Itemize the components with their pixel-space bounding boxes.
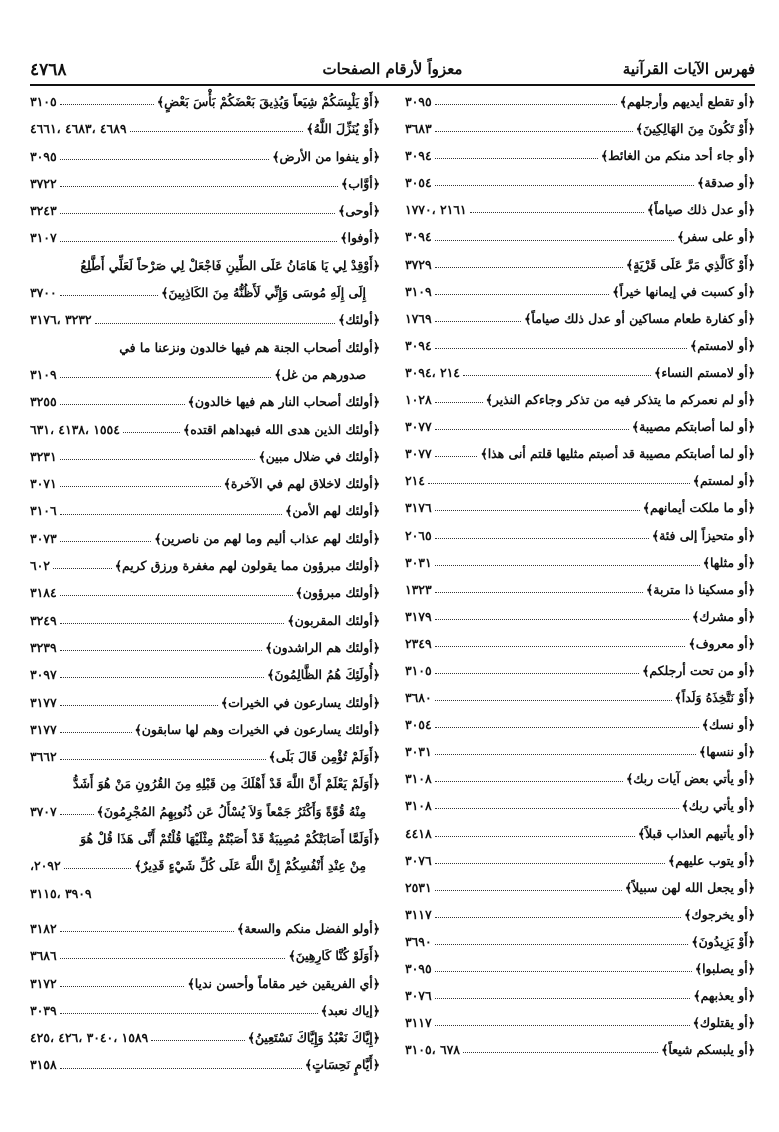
page-refs: ٣١٥٨ [30,1057,57,1073]
index-entry [30,970,380,997]
verse-text: ﴿أو على سفر﴾ [677,229,755,245]
index-entry [30,798,380,825]
index-entry [30,143,380,170]
dot-leader [463,375,651,376]
index-entry [30,306,380,333]
verse-text: ﴿أو لما أصابتكم مصيبة قد أصبتم مثليها قلتم أنى هذا﴾ [480,446,755,462]
verse-text: ﴿أولئك مبرؤون﴾ [295,585,380,601]
index-entry [30,770,380,797]
index-entry [405,603,755,630]
page-refs: ٣١٧٧ [30,694,57,710]
dot-leader [60,159,270,160]
verse-text: ﴿إياك نعبد﴾ [320,1002,380,1018]
verse-text: ﴿أولئك هم الراشدون﴾ [265,639,380,655]
page-refs: ٣٢٤٣ [30,203,57,219]
dot-leader [435,158,598,159]
index-entry [405,494,755,521]
page-refs: ١٠٢٨ [405,392,432,408]
page-refs: ٣٠٣١ [405,744,432,760]
header-rule [30,84,755,86]
dot-leader [60,186,338,187]
verse-text: مِنْهُ قُوَّةً وَأَكْثَرُ جَمْعاً وَلاَ يُسْأَلُ عَن ذُنُوبِهِمُ المُجْرِمُونَ﴾ [96,803,366,819]
page-refs: ٢١٦١ ،١٧٧٠ [405,202,467,218]
page-refs: ٣٠٥٤ [405,175,432,191]
page-refs: ٣٠٩٤ [405,229,432,245]
page-refs: ٣١٧٢ [30,975,57,991]
dot-leader [60,486,221,487]
verse-text: ﴿أُولَئِكَ هُمُ الظَّالِمُونَ﴾ [267,667,380,683]
index-entry [30,252,380,279]
page-refs: ٣٢٣١ [30,448,57,464]
page-refs: ٣٩٠٩ ،٣١١٥ [30,885,92,901]
page-refs: ٣٠٩٤ [405,148,432,164]
verse-text: ﴿أو يجعل الله لهن سبيلاً﴾ [624,879,755,895]
verse-text: ﴿أو مثلها﴾ [702,554,755,570]
page-refs: ٣٠٩٥ [30,148,57,164]
dot-leader [151,1040,245,1041]
dot-leader [428,483,690,484]
verse-text: ﴿أو يأتيهم العذاب قبلاً﴾ [637,825,755,841]
verse-text: ﴿أوحى﴾ [338,203,380,219]
verse-text: ﴿أو مسكينا ذا متربة﴾ [646,581,755,597]
page-refs: ٣١٨٢ [30,920,57,936]
page-refs: ٣١٠٩ [405,283,432,299]
verse-text: ﴿أولئك يسارعون في الخيرات﴾ [220,694,380,710]
index-entry [405,169,755,196]
index-entry [30,661,380,688]
verse-text: ﴿أولئك لاخلاق لهم في الآخرة﴾ [223,476,380,492]
verse-text: ﴿أو لم نعمركم ما يتذكر فيه من تذكر وجاءكم النذير﴾ [485,392,755,408]
page-refs: ٢١٤ ،٣٠٩٤ [405,364,460,380]
page-refs: ٣٦٨٣ [405,121,432,137]
page-refs: ٣٢٣٩ [30,639,57,655]
verse-text: ﴿أي الفريقين خير مقاماً وأحسن نديا﴾ [187,975,380,991]
dot-leader [60,814,94,815]
verse-text: ﴿أو معروف﴾ [688,635,755,651]
page-refs: ٣٠٥٤ [405,717,432,733]
dot-leader [435,998,691,999]
dot-leader [435,131,633,132]
verse-text: إِلَى إِلَهِ مُوسَى وَإِنِّي لَأَظُنُّهُ مِنَ الكَاذِبِينَ﴾ [161,285,366,301]
page-refs: ٣٦٨٦ [30,948,57,964]
index-entry [405,901,755,928]
dot-leader [435,754,696,755]
index-entry [30,825,380,852]
dot-leader [130,131,304,132]
verse-text: ﴿أوَّاب﴾ [340,175,380,191]
dot-leader [435,240,674,241]
index-entry [30,88,380,115]
verse-text: ﴿أَوْ يَزِيدُونَ﴾ [691,933,755,949]
page-refs: ٣٠٩٧ [30,667,57,683]
index-entry [30,689,380,716]
dot-leader [435,565,700,566]
page-number: ٤٧٦٨ [30,60,67,80]
page-refs: ٢١٤ [405,473,425,489]
verse-text: ﴿أولو الفضل منكم والسعة﴾ [236,920,380,936]
index-entry [30,388,380,415]
verse-text: ﴿أَوْ تَكُونَ مِنَ الهَالِكِينَ﴾ [635,121,755,137]
index-entry [30,1024,380,1051]
dot-leader [60,623,285,624]
dot-leader [60,705,218,706]
page-refs: ٣١١٧ [405,906,432,922]
dot-leader [435,592,643,593]
index-entry [405,142,755,169]
index-entry [30,1051,380,1078]
verse-text: ﴿أو لامستم﴾ [689,337,755,353]
page-refs: ١٣٢٣ [405,581,432,597]
index-entry [30,170,380,197]
dot-leader [60,541,152,542]
page-refs: ٣١٠٥ [30,94,57,109]
index-entry [405,386,755,413]
index-entry [30,334,380,361]
dot-leader [435,808,679,809]
page-refs: ١٧٦٩ [405,310,432,326]
dot-leader [60,931,234,932]
index-entry [405,88,755,115]
index-entry [30,115,380,142]
index-entry [405,115,755,142]
index-entry [405,223,755,250]
verse-text: ﴿أَوَلَمْ يَعْلَمْ أَنَّ اللَّهَ قَدْ أَهْلَكَ مِن قَبْلِهِ مِنَ القُرُونِ مَنْ هُوَ أَشَدُّ [73,776,380,792]
dot-leader [60,459,256,460]
verse-text: ﴿أو يتوب عليهم﴾ [667,852,755,868]
dot-leader [435,863,665,864]
index-entry [405,792,755,819]
verse-text: ﴿أو جاء أحد منكم من الغائط﴾ [600,148,755,164]
page-refs: ٣٦٩٠ [405,933,432,949]
verse-text: ﴿أَوْقِدْ لِي يَا هَامَانُ عَلَى الطِّينِ فَاجْعَلْ لِي صَرْحاً لَعَلِّي أَطَّلِعُ [80,257,380,273]
index-entry [405,251,755,278]
verse-text: ﴿أولئك أصحاب الجنة هم فيها خالدون ونزعنا ما في [119,339,380,355]
dot-leader [60,514,283,515]
verse-text: ﴿أو يأتي بعض آيات ربك﴾ [625,771,755,787]
page-refs: ٣١٠٨ [405,798,432,814]
dot-leader [53,568,112,569]
verse-text: ﴿أولئك﴾ [338,312,380,328]
index-entry [405,847,755,874]
verse-text: ﴿أو لمستم﴾ [692,473,755,489]
dot-leader [435,971,692,972]
verse-text: ﴿أو مشرك﴾ [692,608,755,624]
index-entry [405,657,755,684]
page-refs: ٣٠٣١ [405,554,432,570]
verse-text: ﴿أو نسك﴾ [701,717,755,733]
verse-text: ﴿أو من تحت أرجلكم﴾ [642,662,755,678]
page-refs: ٣٠٧٣ [30,530,57,546]
index-entry [405,196,755,223]
page-refs: ٢٠٦٥ [405,527,432,543]
page-refs: ٣١٨٤ [30,585,57,601]
verse-text: ﴿أو يقتلوك﴾ [692,1015,755,1031]
index-entry [30,443,380,470]
dot-leader [60,595,293,596]
index-entry [30,997,380,1024]
verse-text: ﴿أولئك لهم الأمن﴾ [285,503,380,519]
dot-leader [435,510,640,511]
index-entry [405,1009,755,1036]
page-refs: ٣١١٧ [405,1015,432,1031]
verse-text: ﴿أو يخرجوك﴾ [684,906,755,922]
dot-leader [60,377,272,378]
verse-text: ﴿أو يأتي ربك﴾ [681,798,755,814]
page-refs: ٣٠٧٧ [405,446,432,462]
verse-text: ﴿أَوْ نَتَّخِذَهُ وَلَداً﴾ [674,690,755,706]
verse-text: ﴿أولئك المقربون﴾ [287,612,380,628]
index-entry [405,765,755,792]
dot-leader [435,104,617,105]
page-refs: ٣٦٦٢ [30,749,57,765]
index-entry [30,361,380,388]
index-entry [405,630,755,657]
page-refs: ٣١٧٩ [405,608,432,624]
page-refs: ٣٠٧٧ [405,419,432,435]
verse-text: ﴿أو ما ملكت أيمانهم﴾ [642,500,755,516]
index-subtitle: معزواً لأرقام الصفحات [322,60,463,78]
dot-leader [435,944,689,945]
verse-text: ﴿أولئك لهم عذاب أليم وما لهم من ناصرين﴾ [154,530,380,546]
verse-text: ﴿أولئك مبرؤون مما يقولون لهم مغفرة ورزق كريم﴾ [114,558,380,574]
index-entry [30,915,380,942]
verse-text: ﴿أولئك يسارعون في الخيرات وهم لها سابقون﴾ [134,721,380,737]
page-refs: ٣٠٩٥ [405,94,432,109]
verse-text: ﴿أَوْ كَالَّذِي مَرَّ عَلَى قَرْيَةٍ﴾ [625,256,755,272]
index-entry [405,982,755,1009]
page-refs: ٣١٠٥ [405,662,432,678]
dot-leader [435,1025,690,1026]
verse-text: ﴿أَوْ يَلْبِسَكُمْ شِيَعاً وَيُذِيقَ بَعْضَكُمْ بَأْسَ بَعْضٍ﴾ [156,94,380,109]
page-refs: ٣٢٣٢ ،٣١٧٦ [30,312,92,328]
index-entry [405,928,755,955]
dot-leader [435,185,695,186]
page-refs: ٣٦٨٠ [405,690,432,706]
page-refs: ٣٧٢٩ [405,256,432,272]
index-entry [30,852,380,879]
verse-text: ﴿أولئك الذين هدى الله فبهداهم اقتده﴾ [183,421,380,437]
dot-leader [60,241,338,242]
index-entry [30,279,380,306]
page-refs: ٤٦٨٩ ،٤٦٨٣ ،٤٦٦١ [30,121,127,137]
index-entry [30,942,380,969]
index-entry [30,579,380,606]
index-entry [405,278,755,305]
index-entry [405,467,755,494]
index-entry [30,497,380,524]
dot-leader [435,646,686,647]
dot-leader [435,619,689,620]
index-entry [405,955,755,982]
page-refs: ٦٠٢ [30,558,50,574]
dot-leader [60,104,154,105]
dot-leader [435,402,483,403]
page-refs: ٣٠٩٥ [405,961,432,976]
index-entry [30,552,380,579]
index-entry [405,684,755,711]
dot-leader [60,295,159,296]
dot-leader [435,321,521,322]
index-entry [405,549,755,576]
page-refs: ٣٠٣٩ [30,1002,57,1018]
index-entry [405,820,755,847]
index-title: فهرس الآيات القرآنية [622,60,755,78]
dot-leader [60,986,185,987]
index-entry-continuation [30,880,380,907]
index-entry [405,738,755,765]
dot-leader [435,456,478,457]
index-entry [30,743,380,770]
index-entry [30,525,380,552]
dot-leader [60,404,185,405]
dot-leader [95,323,336,324]
dot-leader [435,700,672,701]
verse-text: ﴿أو يلبسكم شيعاً﴾ [661,1042,755,1058]
verse-text: ﴿أو صدقة﴾ [697,175,755,191]
index-entry [405,522,755,549]
verse-text: ﴿أَوْ يُنَزِّلَ اللَّهُ﴾ [306,121,380,137]
index-entry [30,634,380,661]
verse-text: ﴿أو لما أصابتكم مصيبة﴾ [631,419,755,435]
page-header [30,60,755,82]
entry-gap [30,907,380,915]
dot-leader [60,958,286,959]
page-refs: ٣٠٧١ [30,476,57,492]
verse-text: ﴿أولئك أصحاب النار هم فيها خالدون﴾ [187,394,380,410]
page-refs: ٢٣٤٩ [405,635,432,651]
index-entry [30,607,380,634]
verse-text: ﴿أو لامستم النساء﴾ [654,364,755,380]
index-entry [405,332,755,359]
page-refs: ٣١٠٧ [30,230,57,246]
verse-text: ﴿أو متحيزاً إلى فئة﴾ [651,527,755,543]
dot-leader [470,212,644,213]
verse-text: ﴿أَوَلَمَّا أَصَابَتْكُمْ مُصِيبَةٌ قَدْ أَصَبْتُمْ مِثْلَيْهَا قُلْتُمْ أَنَّى هَذَا قُلْ هُوَ [80,831,380,847]
dot-leader [435,781,623,782]
verse-text: ﴿أو يعذبهم﴾ [693,988,755,1004]
index-entry [405,576,755,603]
index-column-right [405,88,755,1063]
dot-leader [60,677,264,678]
page-refs: ٣٧٠٠ [30,285,57,301]
page-refs: ٣٠٧٦ [405,852,432,868]
index-entry [405,711,755,738]
dot-leader [435,429,629,430]
page-refs: ٦٧٨ ،٣١٠٥ [405,1042,460,1058]
dot-leader [60,213,335,214]
index-entry [30,197,380,224]
dot-leader [435,890,622,891]
dot-leader [60,650,263,651]
dot-leader [435,673,640,674]
page-refs: ٣١٧٦ [405,500,432,516]
page-refs: ١٥٥٤ ،٤١٣٨ ،٦٣١ [30,421,120,437]
dot-leader [435,727,699,728]
verse-text: ﴿أو عدل ذلك صياماً﴾ [647,202,755,218]
index-entry [405,1036,755,1063]
verse-text: ﴿أو ينفوا من الأرض﴾ [272,148,380,164]
dot-leader [123,432,180,433]
index-entry [405,305,755,332]
verse-text: ﴿أوفوا﴾ [340,230,380,246]
verse-text: ﴿أو كسبت في إيمانها خيراً﴾ [612,283,755,299]
dot-leader [60,1068,302,1069]
index-entry [30,224,380,251]
verse-text: ﴿أولئك في ضلال مبين﴾ [258,448,380,464]
dot-leader [60,759,266,760]
page-refs: ٢٥٣١ [405,879,432,895]
verse-text: ﴿إِيَّاكَ نَعْبُدُ وَإِيَّاكَ نَسْتَعِينُ﴾ [247,1030,380,1046]
verse-text: ﴿أَوَلَمْ تُؤْمِن قَالَ بَلَى﴾ [268,749,380,765]
page-refs: ٢٠٩٢، [30,858,61,874]
verse-text: ﴿أَوَلَوْ كُنَّا كَارِهِينَ﴾ [288,948,380,964]
verse-text: ﴿أو ننسها﴾ [699,744,755,760]
verse-text: ﴿أو يصلبوا﴾ [694,961,755,976]
page-refs: ٣٢٤٩ [30,612,57,628]
dot-leader [435,836,635,837]
page-refs: ٣٢٥٥ [30,394,57,410]
dot-leader [435,538,649,539]
index-entry [405,359,755,386]
dot-leader [60,1013,318,1014]
verse-text: صدورهم من غل﴾ [274,366,366,382]
page-refs: ٣٧٢٢ [30,175,57,191]
dot-leader [60,732,132,733]
index-column-left [30,88,380,1079]
dot-leader [435,267,623,268]
page-refs: ٣١٧٧ [30,721,57,737]
verse-text: ﴿أو تقطع أيديهم وأرجلهم﴾ [619,94,755,109]
dot-leader [64,868,132,869]
page-refs: ٣٠٩٤ [405,337,432,353]
page-refs: ٣٧٠٧ [30,803,57,819]
page-refs: ٣١٠٩ [30,366,57,382]
index-entry [405,440,755,467]
page-refs: ٣١٠٨ [405,771,432,787]
index-entry [30,416,380,443]
verse-text: ﴿أَيَّامٍ نَحِسَاتٍ﴾ [304,1057,380,1073]
index-entry [405,413,755,440]
dot-leader [435,294,610,295]
page-refs: ٣٠٧٦ [405,988,432,1004]
page-refs: ٣١٠٦ [30,503,57,519]
page-refs: ٤٤١٨ [405,825,432,841]
index-entry [30,470,380,497]
page-refs: ١٥٨٩ ،٣٠٤٠ ،٤٢٦ ،٤٢٥ [30,1030,149,1046]
verse-text: مِنْ عِنْدِ أَنْفُسِكُمْ إِنَّ اللَّهَ عَلَى كُلِّ شَيْءٍ قَدِيرٌ﴾ [134,858,366,874]
dot-leader [463,1052,658,1053]
index-entry [30,716,380,743]
index-entry [405,874,755,901]
verse-text: ﴿أو كفارة طعام مساكين أو عدل ذلك صياماً﴾ [524,310,755,326]
dot-leader [435,917,682,918]
dot-leader [435,348,687,349]
